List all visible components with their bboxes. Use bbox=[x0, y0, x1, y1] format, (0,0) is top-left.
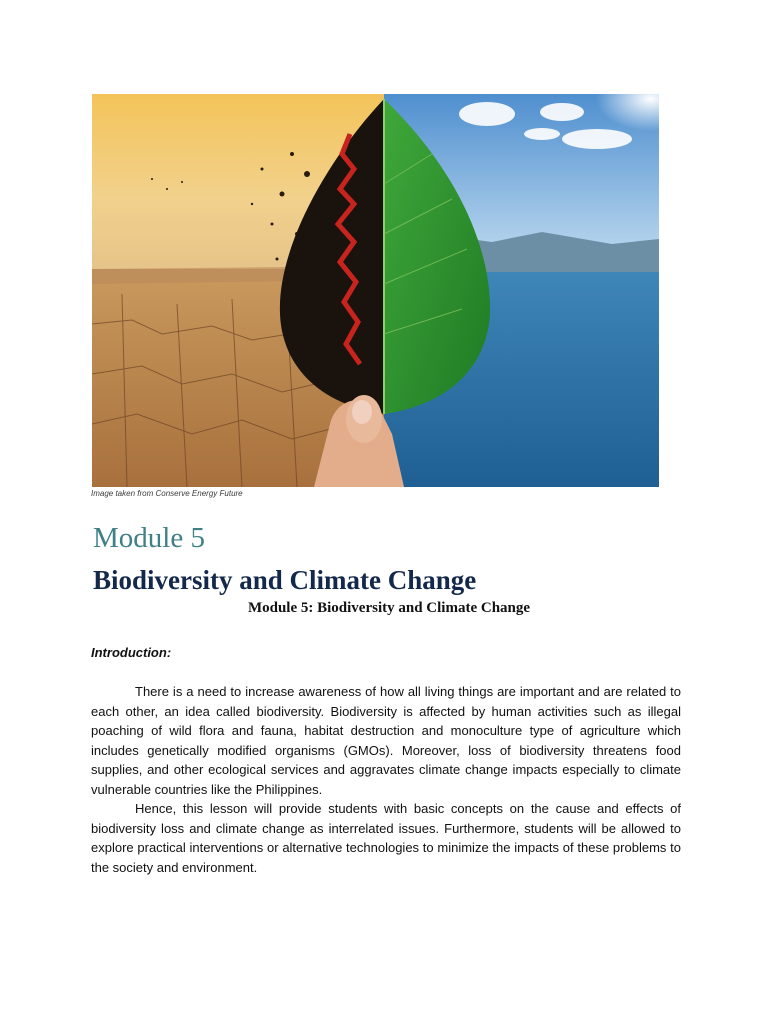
hero-image bbox=[92, 94, 659, 487]
introduction-heading: Introduction: bbox=[91, 645, 172, 660]
module-title: Biodiversity and Climate Change bbox=[93, 565, 477, 595]
image-caption: Image taken from Conserve Energy Future bbox=[91, 489, 243, 498]
module-subtitle: Module 5: Biodiversity and Climate Change bbox=[247, 600, 531, 616]
module-number: Module 5 bbox=[93, 522, 205, 554]
introduction-paragraph: Hence, this lesson will provide students with basic concepts on the cause and effects of biodiversity loss and climate change as interrelated issues. Furthermore, students will be allowed to explore practical interventions or alternative technologies to minimize the impacts of these problems to the society and environment. bbox=[91, 801, 681, 875]
introduction-body bbox=[91, 682, 681, 877]
introduction-paragraph: There is a need to increase awareness of how all living things are important and are related to each other, an idea called biodiversity. Biodiversity is affected by human activities such as illegal poaching of wild flora and fauna, habitat destruction and monoculture type of agriculture which includes genetically modified organisms (GMOs). Moreover, loss of biodiversity threatens food supplies, and other ecological services and aggravates climate change impacts especially to climate vulnerable countries like the Philippines. bbox=[91, 684, 681, 797]
